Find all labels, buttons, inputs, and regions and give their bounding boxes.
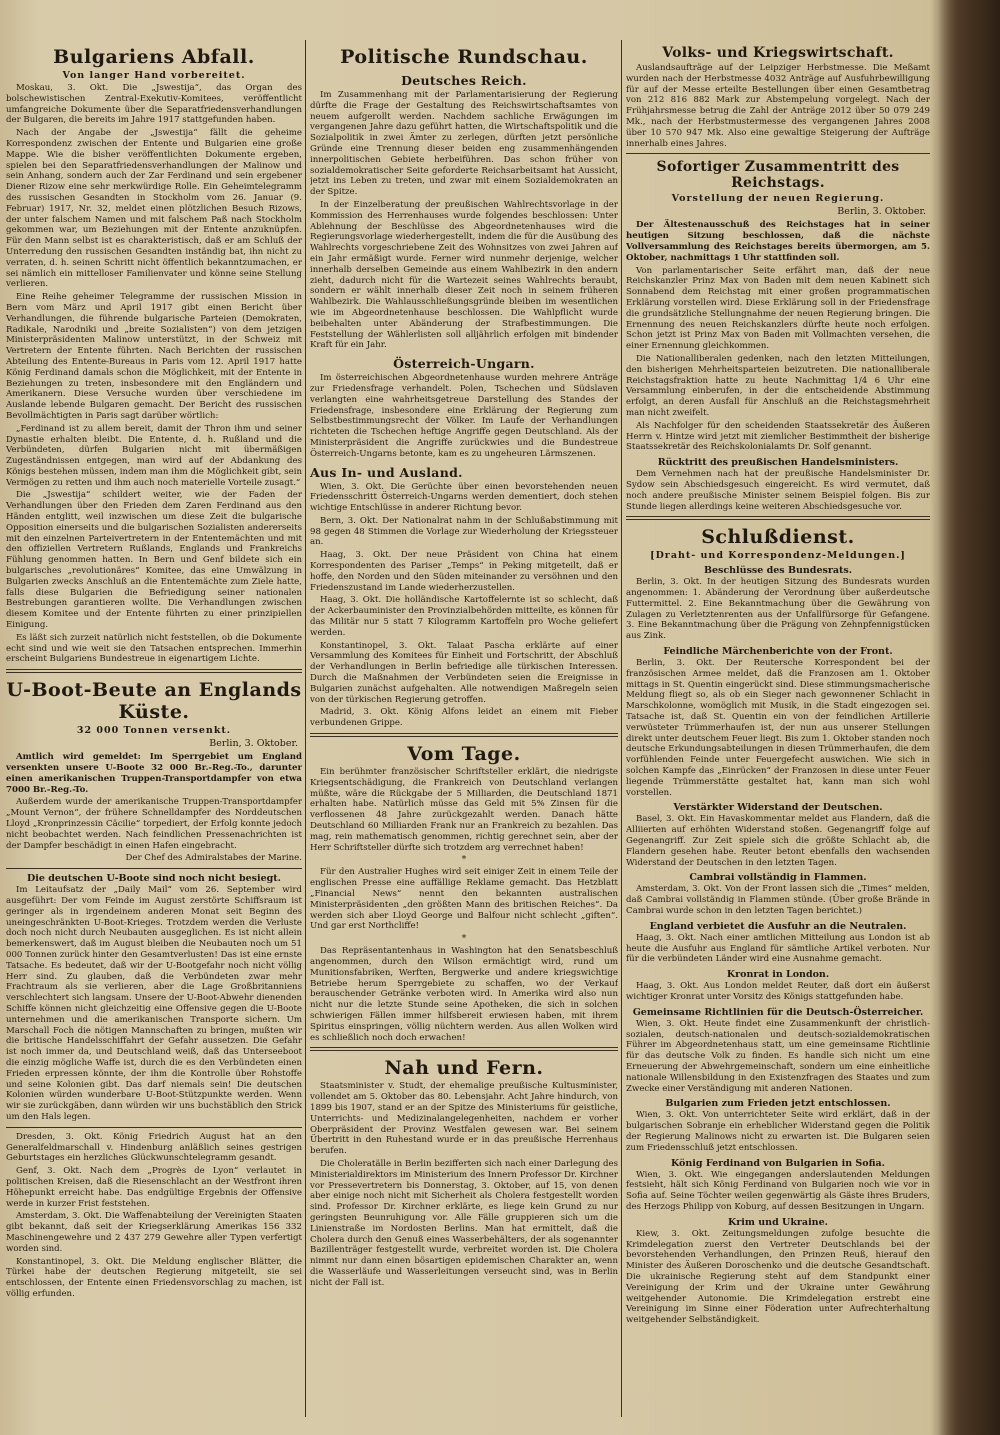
subheadline: Vorstellung der neuen Regierung. (671, 193, 885, 205)
article-paragraph: Die Nationalliberalen gedenken, nach den letzten Mitteilungen, den bisherigen Mehrheitsparteien beizutreten. Die nationalliberale Reichstagsfraktion hatte zu heute Nachmittag 1/4 6 Uhr eine Versammlung einberufen, in der die entscheidende Abstimmung erfolgt, an deren Ausfall für Anschluß an die Reichstagsmehrheit man nicht zweifelt. (626, 353, 930, 418)
article-paragraph: Wien, 3. Okt. Von unterrichteter Seite wird erklärt, daß in der bulgarischen Sobranje ein erheblicher Widerstand gegen die Politik der Regierung Malinows nicht zu erwarten ist. Die Bulgaren seien zum Friedensschluß jetzt entschlossen. (626, 1110, 930, 1153)
section-heading: Feindliche Märchenberichte von der Front. (663, 646, 893, 658)
article-paragraph: Staatsminister v. Studt, der ehemalige preußische Kultusminister, vollendet am 5. Oktober das 80. Lebensjahr. Acht Jahre hindurch, von 1899 bis 1907, stand er an der Spitze des Ministeriums für geistliche, Unterrichts- und Medizinalangelegenheiten, nachdem er vorher Oberpräsident der Provinz Westfalen gewesen war. Bei seinem Übertritt in den Ruhestand wurde er in das preußische Herrenhaus berufen. (310, 1081, 618, 1157)
article-paragraph: Genf, 3. Okt. Nach dem „Progrès de Lyon“ verlautet in politischen Kreisen, daß die Riesenschlacht an der Westfront ihren Höhepunkt erreicht habe. Das endgültige Ergebnis der Offensive werde in kurzer Frist feststehen. (6, 1166, 302, 1209)
article-paragraph: Von parlamentarischer Seite erfährt man, daß der neue Reichskanzler Prinz Max von Baden mit dem neuen Kabinett sich Sonnabend dem Reichstag mit einer großen programmatischen Erklärung vorstellen wird. Diese Erklärung soll in der Friedensfrage die grundsätzliche Stellungnahme der neuen Regierung bringen. Die Ernennung des neuen Reichskanzlers dürfte heute noch erfolgen. Schon jetzt ist Prinz Max von Baden mit Vollmachten versehen, die einer Ernennung gleichkommen. (626, 265, 930, 352)
dateline: Berlin, 3. Oktober. (837, 206, 926, 218)
subheadline: Von langer Hand vorbereitet. (62, 70, 246, 81)
asterisk-separator: * (461, 855, 467, 866)
article-paragraph: Wien, 3. Okt. Heute findet eine Zusammenkunft der christlich-sozialen, deutsch-nationalen und deutsch-sozialdemokratischen Führer im Abgeordnetenhaus statt, um eine gemeinsame Richtlinie für das deutsche Volk zu finden. Es handle sich nicht um eine Erneuerung der Abwehrgemeinschaft, sondern um eine einheitliche nationale Willensbildung in den Existenzfragen des Staates und zum Zwecke einer Verständigung mit anderen Nationen. (626, 1018, 930, 1094)
article-paragraph: Im Zusammenhang mit der Parlamentarisierung der Regierung dürfte die Frage der Gestaltung des Reichswirtschaftsamtes von neuem aufgerollt werden. Nachdem sachliche Erwägungen im vergangenen Jahre dazu geführt hatten, die Wirtschaftspolitik und die Sozialpolitik in zwei Ämter zu zerlegen, dürften jetzt persönliche Gründe eine Trennung dieser beiden eng zusammenhängenden innerpolitischen Gebiete herbeiführen. Das schon früher von sozialdemokratischer Seite geforderte Reichsarbeitsamt hat Aussicht, jetzt ins Leben zu treten, und zwar mit einem Sozialdemokraten an der Spitze. (310, 90, 618, 198)
article-paragraph: Auslandsaufträge auf der Leipziger Herbstmesse. Die Meßamt wurden nach der Herbstmesse 4032 Anträge auf Ausfuhrbewilligung für auf der Messe erteilte Bestellungen über einen Gesamtbetrag von 212 816 882 Mark zur Abstempelung vorgelegt. Nach der Frühjahrsmesse betrug die Zahl der Anträge 2012 über 50 079 249 Mk., nach der Herbstmustermesse des vergangenen Jahres 2008 über 10 570 947 Mk. Also eine gewaltige Steigerung der Aufträge innerhalb eines Jahres. (626, 63, 930, 149)
section-heading: Aus In- und Ausland. (310, 464, 463, 480)
section-heading: Deutsches Reich. (401, 73, 527, 88)
article-paragraph: Es läßt sich zurzeit natürlich nicht feststellen, ob die Dokumente echt sind und wie weit sie den Tatsachen entsprechen. Immerhin erscheint Bulgariens Bundestreue in eigenartigem Lichte. (6, 632, 302, 665)
article-paragraph: Im Leitaufsatz der „Daily Mail“ vom 26. September wird ausgeführt: Der vom Feinde im August zerstörte Schiffsraum ist geringer als in irgendeinem anderen Monat seit Beginn des uneingeschränkten U-Boot-Krieges. Trotzdem werden die Verluste doch noch nicht durch Neubauten ausgeglichen. Es ist nicht allein bemerkenswert, daß im August bleiben die Neubauten noch um 51 000 Tonnen zurück hinter den Gesamtverlusten! Das ist eine ernste Tatsache. Es bedeutet, daß wir der U-Bootgefahr noch nicht völlig Herr sind. Zu glauben, daß die Verbündeten zwar mehr Frachtraum als sie verlieren, aber die Lage Großbritanniens verschlechtert sich langsam. Unsere der U-Boot-Abwehr dienenden Schiffe können nicht gleichzeitig eine Offensive gegen die U-Boote unternehmen und die amerikanischen Transporte sichern. Um Marschall Foch die nötigen Mannschaften zu bringen, mußten wir die britische Handelsschiffahrt der Gefahr aussetzen. Die Gefahr ist noch immer da, und Deutschland weiß, daß das Unterseeboot die einzig mögliche Waffe ist, durch die es den Verbündeten einen Frieden erpressen könnte, der ihm die Kontrolle über Rohstoffe und seine Kolonien gibt. Das darf niemals sein! Die deutschen Kolonien würden wunderbare U-Boot-Stützpunkte werden. Wenn wir sie zurückgäben, dann würden wir uns buchstäblich den Strick um den Hals legen. (6, 885, 302, 1122)
section-heading: Rücktritt des preußischen Handelsministers. (657, 457, 899, 469)
article-paragraph: Nach der Angabe der „Jswestija“ fällt die geheime Korrespondenz zwischen der Entente und Bulgarien eine große Mappe. Wie die bisher veröffentlichten Dokumente ergeben, spielen bei den Separatfriedensverhandlungen der Malinow und sein Anhang, sondern auch der Zar Ferdinand und sein ergebener Diener Rizow eine sehr merkwürdige Rolle. Ein Geheimtelegramm des russischen Gesandten in Stockholm vom 26. Januar (9. Februar) 1917, Nr. 32, meldet einen plötzlichen Besuch Rizows, der unter falschem Namen und mit falschem Paß nach Stockholm gekommen war, um Beziehungen mit der Entente anzuknüpfen. Für den Mann selbst ist es charakteristisch, daß er am Schluß der Unterredung den russischen Gesandten inständig bat, ihn nicht zu verraten, d. h. seinen Schritt nicht öffentlich bekanntzumachen, er sei nämlich ein mittelloser Familienvater und könne seine Stellung verlieren. (6, 128, 302, 290)
article-paragraph: Eine Reihe geheimer Telegramme der russischen Mission in Bern vom März und April 1917 gibt einen Bericht über Verhandlungen, die führende bulgarische Parteien (Demokraten, Radikale, Narodniki und „breite Sozialisten“) von dem jetzigen Ministerpräsidenten Malinow unterstützt, in der Schweiz mit Vertretern der Entente führten. Nach Berichten der russischen Abteilung des Entente-Bureaus in Paris vom 12. April 1917 hatte König Ferdinand damals schon die Möglichkeit, mit der Entente in Beziehungen zu treten, insbesondere mit den Engländern und Amerikanern. Diese Versuche wurden über verschiedene im Auslande lebende Bulgaren gemacht. Der Bericht des russischen Bevollmächtigten in Paris sagt darüber wörtlich: (6, 292, 302, 421)
article-paragraph: Amsterdam, 3. Okt. Von der Front lassen sich die „Times“ melden, daß Cambrai vollständig in Flammen stünde. (Über große Brände in Cambrai wurde schon in den letzten Tagen berichtet.) (626, 884, 930, 917)
headline-schlussdienst: Schlußdienst. (701, 526, 855, 549)
article-paragraph: Konstantinopel, 3. Okt. Talaat Pascha erklärte auf einer Versammlung des Komitees für Einheit und Fortschritt, der Abschluß der Verhandlungen in Berlin befriedige alle türkischen Interessen. Durch die Maßnahmen der Verbündeten seien die Ereignisse in Bulgarien zunächst aufgehalten. Alle notwendigen Maßregeln seien von der türkischen Regierung getroffen. (310, 640, 618, 705)
section-heading: Verstärkter Widerstand der Deutschen. (673, 802, 883, 814)
article-paragraph: Für den Australier Hughes wird seit einiger Zeit in einem Teile der englischen Presse eine auffällige Reklame gemacht. Das Hetzblatt „Financial News“ nennt den bekannten australischen Ministerpräsidenten „den größten Mann des britischen Reiches“. Da werden sich aber Lloyd George und Balfour nicht schlecht „giften“. Und gar erst Northcliffe! (310, 867, 618, 932)
article-paragraph: Im österreichischen Abgeordnetenhause wurden mehrere Anträge zur Friedensfrage verhandelt. Polen, Tschechen und Südslaven verlangten eine wahrheitsgetreue Darstellung des Standes der Friedensfrage, insbesondere eine Erklärung der Regierung zum Selbstbestimmungsrecht der Völker. Im Laufe der Verhandlungen richteten die Tschechen heftige Angriffe gegen Deutschland. Als der Ministerpräsident die Angriffe zurückwies und die Bundestreue Österreich-Ungarns betonte, kam es zu ungeheuren Lärmszenen. (310, 373, 618, 459)
article-paragraph: Ein berühmter französischer Schriftsteller erklärt, die niedrigste Kriegsentschädigung, die Frankreich von Deutschland verlangen müßte, wäre die Rückgabe der 5 Milliarden, die Deutschland 1871 erhalten habe. Natürlich müsse das Geld mit 5% Zinsen für die verflossenen 48 Jahre zurückgezahlt werden. Danach hätte Deutschland 60 Milliarden Frank nur an Frankreich zu bezahlen. Das mag, rein mathematisch genommen, richtig gerechnet sein, aber der Herr Schriftsteller dürfte sich trotzdem arg verrechnet haben! (310, 767, 618, 853)
article-paragraph: „Ferdinand ist zu allem bereit, damit der Thron ihm und seiner Dynastie erhalten bleibt. Die Entente, d. h. Rußland und die Verbündeten, dürfen Bulgarien nicht mit übermäßigen Zugeständnissen entgegen, man wird auf der Abdankung des Königs bestehen müssen, indem man ihm die Möglichkeit gibt, sein Vermögen zu retten und ihm auch noch materielle Vorteile zusagt.“ (6, 423, 302, 488)
asterisk-separator: * (461, 934, 467, 945)
headline-bulgariens-abfall: Bulgariens Abfall. (53, 46, 255, 68)
divider (6, 1127, 302, 1128)
article-paragraph: Haag, 3. Okt. Aus London meldet Reuter, daß dort ein äußerst wichtiger Kronrat unter Vorsitz des Königs stattgefunden habe. (626, 981, 930, 1002)
article-paragraph: Dem Vernehmen nach hat der preußische Handelsminister Dr. Sydow sein Abschiedsgesuch eingereicht. Es wird vermutet, daß noch andere preußische Minister seinem Beispiel folgen. Bis zur Stunde liegen allerdings keine weiteren Abschiedsgesuche vor. (626, 469, 930, 512)
book-binding-edge (938, 0, 1000, 1435)
divider (626, 153, 930, 154)
article-paragraph: Das Repräsentantenhaus in Washington hat den Senatsbeschluß angenommen, durch den Wilson ermächtigt wird, rund um Munitionsfabriken, Werften, Bergwerke und andere kriegswichtige Betriebe herum Sperrgebiete zu schaffen, wo der Verkauf berauschender Getränke verboten wird. In Amerika wird also nun nicht nur die letzte Stunde seine Apotheken, die sich in solchen schwierigen Fällen immer hilfsbereit erwiesen haben, mit ihrem Spiritus einspringen, völlig nüchtern werden. Aus allen Wolken wird es schließlich noch doch erwachen! (310, 946, 618, 1043)
divider (6, 868, 302, 869)
article-paragraph: In der Einzelberatung der preußischen Wahlrechtsvorlage in der Kommission des Herrenhauses wurde folgendes beschlossen: Unter Ablehnung der Beschlüsse des Abgeordnetenhauses wird die Regierungsvorlage wiederhergestellt, indem die für die Ausübung des Wahlrechts vorgeschriebene Zeit des Wohnsitzes von zwei Jahren auf ein Jahr ermäßigt wurde. Ferner wird nunmehr derjenige, welcher innerhalb derselben Gemeinde aus einem Wahlbezirk in den andern zieht, dadurch nicht für die Wartezeit seines Wahlrechts beraubt, sondern er wählt innerhalb dieser Zeit noch in seinem früheren Wahlbezirk. Die Wahlausschließungsgründe bleiben im wesentlichen wie im Abgeordnetenhause beschlossen. Die Wahlpflicht wurde beibehalten unter Abänderung der Strafbestimmungen. Die Feststellung der Wählerlisten soll alljährlich erfolgen mit bindender Kraft für ein Jahr. (310, 199, 618, 351)
article-paragraph: Dresden, 3. Okt. König Friedrich August hat an den Generalfeldmarschall v. Hindenburg anläßlich seines gestrigen Geburtstages ein herzliches Glückwunschtelegramm gesandt. (6, 1131, 302, 1164)
article-paragraph: Amtlich wird gemeldet: Im Sperrgebiet um England versenkten unsere U-Boote 32 000 Br.-Reg.-To., darunter einen amerikanischen Truppen-Transportdampfer von etwa 7000 Br.-Reg.-To. (6, 752, 302, 795)
headline-u-boot-beute: U-Boot-Beute an Englands Küste. (6, 679, 302, 724)
divider (6, 669, 302, 673)
divider (626, 516, 930, 520)
headline-zusammentritt-reichstag: Sofortiger Zusammentritt des Reichstags. (656, 159, 900, 192)
subheadline: 32 000 Tonnen versenkt. (76, 725, 232, 737)
subheadline: [Draht- und Korrespondenz-Meldungen.] (650, 550, 906, 562)
section-heading: England verbietet die Ausfuhr an die Neutralen. (649, 920, 907, 932)
column-rule (621, 40, 622, 1417)
divider (310, 1047, 618, 1051)
article-paragraph: Haag, 3. Okt. Nach einer amtlichen Mitteilung aus London ist ab heute die Ausfuhr aus England für sämtliche Artikel verboten. Nur für die verbündeten Länder wird eine Ausnahme gemacht. (626, 932, 930, 965)
article-paragraph: Wien, 3. Okt. Wie eingegangen anderslautenden Meldungen festsieht, hält sich König Ferdinand von Bulgarien noch wie vor in Sofia auf. Seine Töchter weilen gegenwärtig als Gäste ihres Bruders, des Herzogs Philipp von Koburg, auf dessen Besitzungen in Ungarn. (626, 1169, 930, 1212)
article-paragraph: Kiew, 3. Okt. Zeitungsmeldungen zufolge besuchte die Krimdelegation zuerst den Vertreter Deutschlands bei der bevorstehenden Verhandlungen, den Prinzen Reuß, hierauf den Minister des Äußeren Doroschenko und die deutsche Gesandtschaft. Die ukrainische Regierung steht auf dem Standpunkt einer Vereinigung der Krim und der Ukraine unter Gewährung weitgehender Autonomie. Die Krimdelegation erstrebt eine Vereinigung im Sinne einer Föderation unter Aufrechterhaltung weitgehender Selbständigkeit. (626, 1228, 930, 1326)
section-heading: Cambrai vollständig in Flammen. (689, 872, 867, 884)
article-paragraph: Berlin, 3. Okt. In der heutigen Sitzung des Bundesrats wurden angenommen: 1. Abänderung der Verordnung über außerdeutsche Futtermittel. 2. Eine Bekanntmachung über die Gewährung von Zulagen zu Verletztenrenten aus der Unfallfürsorge für Gefangene. 3. Eine Bekanntmachung über die Prägung von Zehnpfennigstücken aus Zink. (626, 577, 930, 642)
column-3 (626, 40, 930, 1417)
section-heading: Bulgarien zum Frieden jetzt entschlossen. (665, 1098, 891, 1110)
article-paragraph: Außerdem wurde der amerikanische Truppen-Transportdampfer „Mount Vernon“, der frühere Schnelldampfer des Norddeutschen Lloyd „Kronprinzessin Cäcilie“ torpediert, der Erfolg konnte jedoch nicht beobachtet werden. Nach feindlichen Pressenachrichten ist der Dampfer beschädigt in einen Hafen eingebracht. (6, 797, 302, 851)
article-paragraph: Bern, 3. Okt. Der Nationalrat nahm in der Schlußabstimmung mit 98 gegen 48 Stimmen die Vorlage zur Wiederholung der Kriegssteuer an. (310, 515, 618, 548)
section-heading: Österreich-Ungarn. (393, 356, 535, 372)
article-paragraph: Haag, 3. Okt. Die holländische Kartoffelernte ist so schlecht, daß der Ackerbauminister den Provinzialbehörden mitteilte, es können für das Militär nur 5 statt 7 Kilogramm Kartoffeln pro Woche geliefert werden. (310, 595, 618, 638)
headline-vom-tage: Vom Tage. (407, 743, 521, 766)
section-heading: Kronrat in London. (726, 969, 830, 981)
divider (310, 733, 618, 737)
article-paragraph: Der Ältestenausschuß des Reichstages hat in seiner heutigen Sitzung beschlossen, daß die nächste Vollversammlung des Reichstages bereits übermorgen, am 5. Oktober, nachmittags 1 Uhr stattfinden soll. (626, 220, 930, 263)
article-paragraph: Konstantinopel, 3. Okt. Die Meldung englischer Blätter, die Türkei habe der deutschen Regierung mitgeteilt, sie sei entschlossen, der Entente einen Friedensvorschlag zu machen, ist völlig erfunden. (6, 1256, 302, 1299)
article-paragraph: Wien, 3. Okt. Die Gerüchte über einen bevorstehenden neuen Friedensschritt Österreich-Ungarns werden dementiert, doch stehen wichtige Entschlüsse in anderer Richtung bevor. (310, 481, 618, 514)
headline-politische-rundschau: Politische Rundschau. (340, 46, 588, 68)
section-heading: König Ferdinand von Bulgarien in Sofia. (671, 1157, 885, 1169)
article-paragraph: Die „Jswestija“ schildert weiter, wie der Faden der Verhandlungen über den Frieden dem Zaren Ferdinand aus den Händen entglitt, weil inzwischen um diese Zeit die bulgarische Opposition einerseits und die bulgarischen Sozialisten andererseits mit den einzelnen Parteivertretern in der Ententemächten und mit den offiziellen Vertretern Rußlands, Englands und Frankreichs Fühlung genommen hatten. In Bern und Genf bildete sich ein bulgarisches „revolutionäres“ Komitee, das eine Umwälzung in Bulgarien zwecks Anschluß an die Ententemächte zum Ziele hatte, falls diese Bulgarien die Befriedigung seiner nationalen Bestrebungen garantieren wollte. Die Verhandlungen zwischen diesem Komitee und der Entente führten zu einer prinzipiellen Einigung. (6, 490, 302, 631)
section-heading: Gemeinsame Richtlinien für die Deutsch-Österreicher. (632, 1006, 924, 1018)
article-paragraph: Berlin, 3. Okt. Der Reutersche Korrespondent bei der französischen Armee meldet, daß die Franzosen am 1. Oktober mittags in St. Quentin eingerückt sind. Diese stimmungsmacherische Meldung fliegt so, als ob ein Sieger nach gewonnener Schlacht in Marschkolonne, womöglich mit Musik, in die Stadt eingezogen sei. Tatsache ist, daß St. Quentin ein von der feindlichen Artillerie verwüsteter Trümmerhaufen ist, der nun aus unserer Stellungen direkt unter deutschem Feuer liegt. Bis zum 1. Oktober standen noch deutsche Erkundungsabteilungen in diesen Trümmerhaufen, die dem vorfühlenden Feinde unter Feuergefecht auswichen. Wie sich in solchen Kampfe das „Einrücken“ der Franzosen in diese unter Feuer liegende Trümmerstätte gestaltet hat, kann man sich wohl vorstellen. (626, 658, 930, 798)
article-paragraph: Madrid, 3. Okt. König Alfons leidet an einem mit Fieber verbundenen Grippe. (310, 707, 618, 729)
column-rule (305, 40, 306, 1417)
article-signature: Der Chef des Admiralstabes der Marine. (125, 853, 302, 864)
headline-volks-und-kriegswirtschaft: Volks- und Kriegswirtschaft. (662, 45, 894, 61)
article-paragraph: Basel, 3. Okt. Ein Havaskommentar meldet aus Flandern, daß die Alliierten auf erhöhten Widerstand stoßen. Gegenangriff folge auf Gegenangriff. Zur Zeit spiele sich die größte Schlacht ab, die Flandern gesehen habe. Reuter betont ebenfalls den wachsenden Widerstand der Deutschen in den letzten Tagen. (626, 814, 930, 868)
article-paragraph: Die Choleratälle in Berlin bezifferten sich nach einer Darlegung des Ministerialdirektors im Ministerium des Innern Professor Dr. Kirchner vor Pressevertretern bis Donnerstag, 3. Oktober, auf 15, von denen aber einige noch nicht mit Sicherheit als Cholera festgestellt worden sind. Professor Dr. Kirchner erklärte, es liege kein Grund zu nur geringsten Beunruhigung vor. Alle Fälle gruppieren sich um die Linienstraße im Nordosten Berlins. Man hat ermittelt, daß die Cholera durch den Genuß eines Wasserbehälters, der als sogenannter Bazillenträger festgestellt wurde, verbreitet worden ist. Die Cholera nimmt nur dann einen bösartigen epidemischen Charakter an, wenn die Wasserläufe und Wasserleitungen verseucht sind, was in Berlin nicht der Fall ist. (310, 1158, 618, 1288)
headline-nah-und-fern: Nah und Fern. (384, 1057, 544, 1080)
section-heading: Beschlüsse des Bundesrats. (703, 565, 853, 577)
dateline: Berlin, 3. Oktober. (209, 738, 298, 750)
article-paragraph: Amsterdam, 3. Okt. Die Waffenabteilung der Vereinigten Staaten gibt bekannt, daß seit der Kriegserklärung Amerikas 156 332 Maschinengewehre und 2 437 279 Gewehre aller Typen verfertigt worden sind. (6, 1211, 302, 1254)
article-paragraph: Moskau, 3. Okt. Die „Jswestija“, das Organ des bolschewistischen Zentral-Exekutiv-Komitees, veröffentlicht umfangreiche Dokumente über die Separatfriedensverhandlungen der Bulgaren, die bereits im Jahre 1917 stattgefunden haben. (6, 83, 302, 126)
article-paragraph: Haag, 3. Okt. Der neue Präsident von China hat einem Korrespondenten des Pariser „Temps“ in Peking mitgeteilt, daß er hoffe, den Norden und den Süden miteinander zu versöhnen und den Friedenszustand im Lande wiederherzustellen. (310, 550, 618, 593)
column-1 (6, 40, 302, 1417)
column-2 (310, 40, 618, 1417)
section-heading: Krim und Ukraine. (728, 1216, 828, 1228)
section-heading: Die deutschen U-Boote sind noch nicht besiegt. (27, 873, 281, 885)
article-paragraph: Als Nachfolger für den scheidenden Staatssekretär des Äußeren Herrn v. Hintze wird jetzt mit ziemlicher Bestimmtheit der bisherige Staatssekretär des Reichskolonialamts Dr. Solf genannt. (626, 420, 930, 453)
